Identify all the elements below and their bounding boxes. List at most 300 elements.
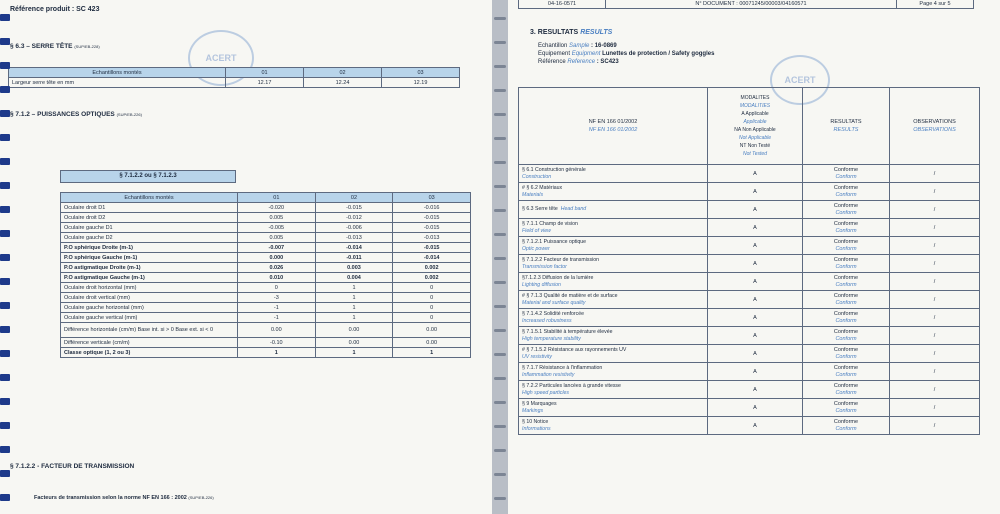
table-row — [519, 417, 980, 435]
binding-hole-left — [0, 230, 10, 237]
certification-stamp: ACERT — [188, 30, 254, 86]
band-row-label: Largeur serre tête en mm — [9, 78, 226, 88]
requirement-fr — [522, 311, 704, 318]
cell-value: 0.00 — [393, 323, 471, 338]
modality-cell: A — [708, 363, 803, 381]
binding-hole-left — [0, 494, 10, 501]
modality-cell: A — [708, 237, 803, 255]
modality-a-en: Applicable — [743, 119, 767, 125]
observation-cell: / — [890, 327, 980, 345]
cell-value: 1 — [393, 348, 471, 358]
modality-cell: A — [708, 255, 803, 273]
cell-value: 0.010 — [238, 273, 316, 283]
optics-table-body — [61, 203, 471, 358]
row-label: Oculaire droit vertical (mm) — [61, 293, 238, 303]
cell-value: -0.013 — [315, 233, 393, 243]
result-en: Conform — [835, 209, 857, 216]
modalities-fr: MODALITES — [740, 95, 770, 101]
cell-value: 1 — [315, 313, 393, 323]
table-row — [519, 219, 980, 237]
cell-value: 0.002 — [393, 263, 471, 273]
binding-ring — [494, 17, 506, 20]
binding-hole-left — [0, 62, 10, 69]
table-row — [61, 348, 471, 358]
table-row — [61, 233, 471, 243]
requirement-en: Field of view — [522, 227, 551, 234]
cell-value: 0 — [238, 283, 316, 293]
table-row — [61, 283, 471, 293]
requirement-en: Lighting diffusion — [522, 281, 561, 288]
modality-cell: A — [708, 273, 803, 291]
table-row — [61, 253, 471, 263]
result-en: Conform — [835, 371, 857, 378]
table-row — [519, 237, 980, 255]
observation-cell: / — [890, 381, 980, 399]
left-page — [0, 0, 492, 514]
results-title — [530, 29, 612, 36]
modality-cell: A — [708, 165, 803, 183]
requirement-fr — [522, 293, 704, 300]
result-fr: Conforme — [833, 202, 859, 209]
band-value-01: 12.17 — [226, 78, 304, 88]
requirement-fr-text: # § 6.2 Matériaux — [522, 184, 563, 191]
result-fr: Conforme — [833, 238, 859, 245]
result-cell — [803, 327, 890, 345]
reference-label: Référence — [538, 59, 566, 65]
binding-ring — [494, 425, 506, 428]
modality-cell: A — [708, 417, 803, 435]
requirement-en: Materials — [522, 191, 544, 198]
row-label: Oculaire droit horizontal (mm) — [61, 283, 238, 293]
requirement-fr-text: § 7.1.2.2 Facteur de transmission — [522, 256, 599, 263]
table-row — [519, 255, 980, 273]
observation-cell: / — [890, 273, 980, 291]
binding-hole-left — [0, 38, 10, 45]
cell-value: -0.020 — [238, 203, 316, 213]
cell-value: 0 — [393, 303, 471, 313]
cell-value: 0.00 — [315, 338, 393, 348]
optics-header-02: 02 — [315, 193, 393, 203]
requirement-en: Inflammation resistivity — [522, 371, 575, 378]
band-header-samples: Echantillons montés — [9, 68, 226, 78]
binding-ring — [494, 281, 506, 284]
results-header-fr: RESULTATS — [830, 119, 862, 125]
cell-value: -0.015 — [393, 223, 471, 233]
result-cell — [803, 417, 890, 435]
result-fr: Conforme — [833, 364, 859, 371]
requirement-fr — [522, 401, 704, 408]
binding-hole-left — [0, 158, 10, 165]
row-label: Différence horizontale (cm/m) Base int. si > 0 Base ext. si < 0 — [61, 323, 238, 338]
row-label: Oculaire gauche horizontal (mm) — [61, 303, 238, 313]
equipment-value: Lunettes de protection / Safety goggles — [602, 51, 715, 57]
section-6-3-note: (SUP/EB-228) — [74, 44, 100, 49]
modality-na-en: Not Applicable — [738, 135, 772, 141]
binding-hole-left — [0, 422, 10, 429]
requirement-fr — [522, 206, 704, 213]
requirement-en: Increased robustness — [522, 317, 572, 324]
requirement-fr-text: § 6.1 Construction générale — [522, 166, 586, 173]
result-en: Conform — [835, 407, 857, 414]
modality-cell: A — [708, 381, 803, 399]
band-header-03: 03 — [382, 68, 460, 78]
cell-value: 1 — [315, 283, 393, 293]
result-cell — [803, 219, 890, 237]
requirement-fr-text: § 10 Notice — [522, 418, 549, 425]
requirement-fr-text: § 7.1.1 Champ de vision — [522, 220, 578, 227]
cell-value: 0.002 — [393, 273, 471, 283]
requirement-fr-text: # § 7.1.5.2 Résistance aux rayonnements UV — [522, 346, 627, 353]
section-7-1-2-title — [10, 111, 142, 118]
band-value-03: 12.19 — [382, 78, 460, 88]
head-band-table — [8, 67, 460, 88]
table-row — [61, 303, 471, 313]
cell-value: -0.012 — [315, 213, 393, 223]
table-row — [519, 273, 980, 291]
requirement-cell — [519, 201, 708, 219]
binding-ring — [494, 209, 506, 212]
binding-ring — [494, 137, 506, 140]
observation-cell: / — [890, 417, 980, 435]
norm-header — [519, 88, 708, 165]
results-header — [803, 88, 890, 165]
requirement-fr-text: § 7.1.7 Résistance à l'inflammation — [522, 364, 603, 371]
result-cell — [803, 345, 890, 363]
requirement-fr — [522, 383, 704, 390]
result-fr: Conforme — [833, 166, 859, 173]
cell-value: -0.015 — [315, 203, 393, 213]
binding-ring — [494, 449, 506, 452]
requirement-fr — [522, 221, 704, 228]
requirement-fr — [522, 275, 704, 282]
cell-value: 0.00 — [238, 323, 316, 338]
cell-value: -0.015 — [393, 243, 471, 253]
requirement-en: Material and surface quality — [522, 299, 586, 306]
results-title-en: RESULTS — [580, 29, 613, 36]
requirement-en: High temperature stability — [522, 335, 581, 342]
equipment-label: Equipement — [538, 51, 571, 57]
observation-cell: / — [890, 399, 980, 417]
transmission-note: (SUP/EB-226) — [188, 495, 214, 500]
result-fr: Conforme — [833, 256, 859, 263]
table-row — [519, 183, 980, 201]
section-7-1-2-note: (SUP/EB-226) — [116, 112, 142, 117]
band-value-02: 12.24 — [304, 78, 382, 88]
result-fr: Conforme — [833, 382, 859, 389]
requirement-fr-text: § 7.1.4.2 Solidité renforcée — [522, 310, 585, 317]
result-en: Conform — [835, 281, 857, 288]
binding-hole-left — [0, 134, 10, 141]
cell-value: -1 — [238, 303, 316, 313]
binding-hole-left — [0, 14, 10, 21]
row-label: Différence verticale (cm/m) — [61, 338, 238, 348]
requirement-cell — [519, 327, 708, 345]
document-header-strip — [518, 0, 974, 9]
cell-value: 1 — [315, 348, 393, 358]
cell-value: 0 — [393, 283, 471, 293]
cell-value: -0.007 — [238, 243, 316, 253]
result-en: Conform — [835, 245, 857, 252]
table-row — [519, 381, 980, 399]
binding-hole-left — [0, 446, 10, 453]
result-fr: Conforme — [833, 328, 859, 335]
cell-value: 0.003 — [315, 263, 393, 273]
requirement-cell — [519, 219, 708, 237]
cell-value: -0.015 — [393, 213, 471, 223]
modality-a: A Applicable — [741, 111, 769, 117]
binding-ring — [494, 185, 506, 188]
requirement-en: Construction — [522, 173, 552, 180]
requirement-cell — [519, 417, 708, 435]
requirement-fr-text: § 9 Marquages — [522, 400, 557, 407]
result-fr: Conforme — [833, 310, 859, 317]
binding-ring — [494, 113, 506, 116]
requirement-en: UV resistivity — [522, 353, 552, 360]
binding-ring — [494, 257, 506, 260]
modality-cell: A — [708, 309, 803, 327]
cell-value: -0.014 — [315, 243, 393, 253]
requirement-cell — [519, 399, 708, 417]
optical-power-table — [60, 192, 471, 358]
binding-hole-left — [0, 302, 10, 309]
report-number: 04-16-0571 — [519, 0, 606, 9]
cell-value: 0.005 — [238, 213, 316, 223]
table-row — [519, 309, 980, 327]
result-cell — [803, 291, 890, 309]
requirement-fr-text: # § 7.1.3 Qualité de matière et de surface — [522, 292, 618, 299]
observation-cell: / — [890, 255, 980, 273]
modality-cell: A — [708, 399, 803, 417]
product-reference: Référence produit : SC 423 — [10, 6, 100, 13]
result-en: Conform — [835, 299, 857, 306]
result-en: Conform — [835, 317, 857, 324]
cell-value: 1 — [238, 348, 316, 358]
modality-nt-en: Not Tested — [743, 151, 767, 157]
result-cell — [803, 183, 890, 201]
requirement-cell — [519, 291, 708, 309]
cell-value: 0.026 — [238, 263, 316, 273]
norm-header-fr: NF EN 166 01/2002 — [588, 119, 638, 125]
requirement-fr-text: § 7.2.2 Particules lancées à grande vitesse — [522, 382, 621, 389]
binding-ring — [494, 233, 506, 236]
table-row — [61, 263, 471, 273]
requirement-cell — [519, 165, 708, 183]
result-cell — [803, 201, 890, 219]
cell-value: 0.00 — [393, 338, 471, 348]
row-label: P.O astigmatique Gauche (m-1) — [61, 273, 238, 283]
cell-value: 0.000 — [238, 253, 316, 263]
result-fr: Conforme — [833, 184, 859, 191]
observation-cell: / — [890, 309, 980, 327]
transmission-text: Facteurs de transmission selon la norme NF EN 166 : 2002 — [34, 495, 187, 501]
row-label: P.O astigmatique Droite (m-1) — [61, 263, 238, 273]
requirement-fr — [522, 239, 704, 246]
cell-value: -0.013 — [393, 233, 471, 243]
binding-ring — [494, 377, 506, 380]
result-cell — [803, 237, 890, 255]
result-en: Conform — [835, 425, 857, 432]
modalities-header — [708, 88, 803, 165]
table-row — [519, 327, 980, 345]
requirement-fr — [522, 365, 704, 372]
reference-line — [538, 59, 619, 65]
modality-cell: A — [708, 345, 803, 363]
observation-cell: / — [890, 183, 980, 201]
modality-cell: A — [708, 219, 803, 237]
modality-cell: A — [708, 291, 803, 309]
observation-cell: / — [890, 345, 980, 363]
result-fr: Conforme — [833, 220, 859, 227]
observation-cell: / — [890, 291, 980, 309]
table-row — [61, 293, 471, 303]
row-label: Oculaire gauche vertical (mm) — [61, 313, 238, 323]
binding-ring — [494, 305, 506, 308]
result-en: Conform — [835, 353, 857, 360]
observations-en: OBSERVATIONS — [913, 127, 956, 133]
requirement-cell — [519, 381, 708, 399]
modalities-en: MODALITIES — [739, 103, 771, 109]
right-page — [508, 0, 1000, 514]
table-row — [61, 323, 471, 338]
result-cell — [803, 399, 890, 417]
reference-value: : SC423 — [596, 59, 619, 65]
cell-value: -0.006 — [315, 223, 393, 233]
binding-hole-left — [0, 350, 10, 357]
observation-cell: / — [890, 237, 980, 255]
requirement-cell — [519, 345, 708, 363]
band-header-02: 02 — [304, 68, 382, 78]
row-label: Classe optique (1, 2 ou 3) — [61, 348, 238, 358]
binding-hole-left — [0, 86, 10, 93]
cell-value: 0 — [393, 313, 471, 323]
reference-label-en: Reference — [567, 59, 596, 65]
results-header-row — [519, 88, 980, 165]
observation-cell: / — [890, 201, 980, 219]
result-en: Conform — [835, 389, 857, 396]
binding-hole-left — [0, 110, 10, 117]
requirement-fr — [522, 185, 704, 192]
cell-value: 0.00 — [315, 323, 393, 338]
result-fr: Conforme — [833, 400, 859, 407]
optics-header-01: 01 — [238, 193, 316, 203]
result-en: Conform — [835, 227, 857, 234]
requirement-en: Optic power — [522, 245, 550, 252]
result-en: Conform — [835, 173, 857, 180]
sample-label-en: Sample — [569, 43, 590, 49]
result-cell — [803, 363, 890, 381]
table-row — [61, 313, 471, 323]
observation-cell: / — [890, 219, 980, 237]
section-7-1-2-2-title: § 7.1.2.2 - FACTEUR DE TRANSMISSION — [10, 463, 135, 470]
binding-hole-left — [0, 278, 10, 285]
requirement-fr-text: §7.1.2.3 Diffusion de la lumière — [522, 274, 594, 281]
optics-header-samples: Echantillons montés — [61, 193, 238, 203]
optics-caption: § 7.1.2.2 ou § 7.1.2.3 — [60, 170, 236, 183]
requirement-fr — [522, 257, 704, 264]
results-title-fr: 3. RESULTATS — [530, 29, 579, 36]
requirement-en: Markings — [522, 407, 544, 414]
table-row — [61, 243, 471, 253]
requirement-fr-text: § 7.1.5.1 Stabilité à température élevée — [522, 328, 613, 335]
result-cell — [803, 273, 890, 291]
row-label: Oculaire gauche D2 — [61, 233, 238, 243]
modality-cell: A — [708, 183, 803, 201]
row-label: P.O sphérique Gauche (m-1) — [61, 253, 238, 263]
modality-cell: A — [708, 201, 803, 219]
result-fr: Conforme — [833, 418, 859, 425]
result-cell — [803, 309, 890, 327]
binding-hole-left — [0, 374, 10, 381]
cell-value: -0.014 — [393, 253, 471, 263]
requirement-en: Transmission factor — [522, 263, 567, 270]
certification-stamp-right: ACERT — [770, 55, 830, 105]
binding-ring — [494, 41, 506, 44]
equipment-label-en: Equipment — [571, 51, 601, 57]
requirement-fr — [522, 167, 704, 174]
result-fr: Conforme — [833, 346, 859, 353]
table-row — [61, 338, 471, 348]
table-row — [519, 345, 980, 363]
section-7-1-2-label: § 7.1.2 – PUISSANCES OPTIQUES — [10, 111, 115, 118]
cell-value: -3 — [238, 293, 316, 303]
cell-value: -0.016 — [393, 203, 471, 213]
optics-header-03: 03 — [393, 193, 471, 203]
binding-hole-left — [0, 254, 10, 261]
table-row — [519, 201, 980, 219]
cell-value: 0.005 — [238, 233, 316, 243]
row-label: P.O sphérique Droite (m-1) — [61, 243, 238, 253]
cell-value: 0 — [393, 293, 471, 303]
table-row — [519, 363, 980, 381]
document-number: N° DOCUMENT : 00071245/00003/04160571 — [606, 0, 897, 9]
requirement-fr-en: Head band — [560, 206, 587, 212]
requirement-cell — [519, 255, 708, 273]
modality-na: NA Non Applicable — [734, 127, 776, 133]
table-row — [519, 165, 980, 183]
results-table-body — [519, 165, 980, 435]
result-en: Conform — [835, 191, 857, 198]
binding-ring — [494, 353, 506, 356]
result-fr: Conforme — [833, 274, 859, 281]
cell-value: 0.004 — [315, 273, 393, 283]
result-fr: Conforme — [833, 292, 859, 299]
requirement-cell — [519, 237, 708, 255]
results-table — [518, 87, 980, 435]
binding-hole-left — [0, 326, 10, 333]
band-header-01: 01 — [226, 68, 304, 78]
equipment-line — [538, 51, 714, 57]
row-label: Oculaire droit D2 — [61, 213, 238, 223]
binding-ring — [494, 401, 506, 404]
requirement-cell — [519, 363, 708, 381]
requirement-en: Informations — [522, 425, 551, 432]
result-en: Conform — [835, 335, 857, 342]
observation-cell: / — [890, 363, 980, 381]
result-cell — [803, 381, 890, 399]
table-row — [519, 399, 980, 417]
binding-hole-left — [0, 398, 10, 405]
requirement-cell — [519, 273, 708, 291]
table-row — [61, 213, 471, 223]
binding-ring — [494, 329, 506, 332]
requirement-fr — [522, 419, 704, 426]
binding-hole-left — [0, 206, 10, 213]
binding-hole-left — [0, 182, 10, 189]
norm-header-en: NF EN 166 01/2002 — [588, 127, 638, 133]
result-en: Conform — [835, 263, 857, 270]
transmission-line — [34, 495, 214, 501]
section-6-3-title — [10, 43, 100, 50]
